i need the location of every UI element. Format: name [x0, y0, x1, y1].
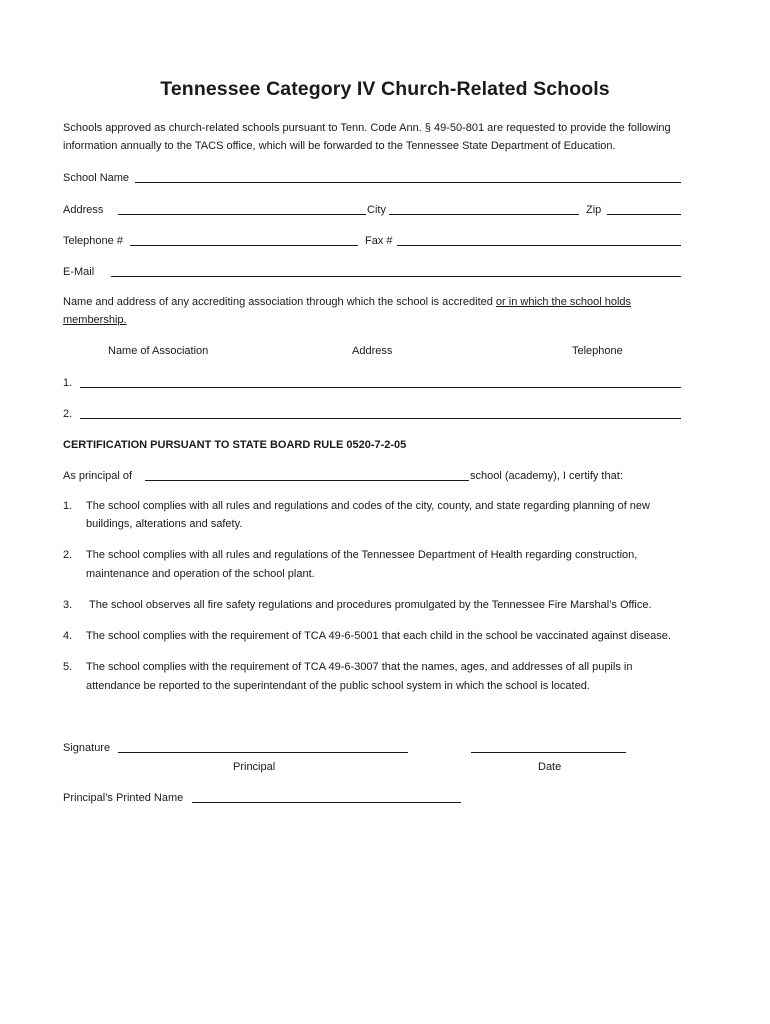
city-field[interactable]: [389, 214, 579, 215]
email-label: E-Mail: [63, 266, 95, 278]
printed-name-label: Principal’s Printed Name: [63, 792, 184, 804]
cert-item-4-num: 4.: [63, 630, 73, 642]
address-label: Address: [63, 204, 104, 216]
accreditation-prefix: Name and address of any accrediting association through which the school is accredited: [63, 296, 496, 308]
school-name-label: School Name: [63, 172, 130, 184]
cert-item-2-num: 2.: [63, 549, 73, 561]
cert-item-1-line-1: The school complies with all rules and regulations and codes of the city, county, and state regarding planning of new: [86, 500, 650, 512]
association-row-1-field[interactable]: [80, 387, 681, 388]
cert-item-5-num: 5.: [63, 661, 73, 673]
page-title: Tennessee Category IV Church-Related Schools: [160, 78, 610, 100]
date-field[interactable]: [471, 752, 626, 753]
association-row-1-num: 1.: [63, 377, 73, 389]
telephone-label: Telephone #: [63, 235, 123, 247]
cert-item-2-line-2: maintenance and operation of the school plant.: [86, 568, 315, 580]
signature-field[interactable]: [118, 752, 408, 753]
accreditation-underlined-2: membership.: [63, 314, 127, 326]
association-row-2-num: 2.: [63, 408, 73, 420]
fax-label: Fax #: [365, 235, 393, 247]
zip-field[interactable]: [607, 214, 681, 215]
cert-item-1-num: 1.: [63, 500, 73, 512]
signature-label: Signature: [63, 742, 111, 754]
principal-of-label: As principal of: [63, 470, 133, 482]
cert-item-1-line-2: buildings, alterations and safety.: [86, 518, 243, 530]
col-header-address: Address: [352, 345, 393, 357]
certification-heading: CERTIFICATION PURSUANT TO STATE BOARD RULE 0520-7-2-05: [63, 439, 407, 451]
printed-name-field[interactable]: [192, 802, 461, 803]
cert-item-3-line-1: The school observes all fire safety regulations and procedures promulgated by the Tennessee Fire Marshal’s Office.: [89, 599, 652, 611]
cert-item-2-line-1: The school complies with all rules and regulations of the Tennessee Department of Health regarding construction,: [86, 549, 638, 561]
city-label: City: [367, 204, 386, 216]
accreditation-underlined-1: or in which the school holds: [495, 296, 632, 308]
cert-item-5-line-1: The school complies with the requirement of TCA 49-6-3007 that the names, ages, and addresses of all pupils in: [86, 661, 633, 673]
accreditation-text: [63, 293, 631, 311]
cert-item-5-line-2: attendance be reported to the superintendant of the public school system in which the school is located.: [86, 680, 590, 692]
email-field[interactable]: [111, 276, 681, 277]
address-field[interactable]: [118, 214, 366, 215]
telephone-field[interactable]: [130, 245, 358, 246]
date-caption: Date: [538, 761, 562, 773]
cert-item-4-line-1: The school complies with the requirement of TCA 49-6-5001 that each child in the school be vaccinated against disease.: [86, 630, 671, 642]
intro-line-1: Schools approved as church-related schools pursuant to Tenn. Code Ann. § 49-50-801 are requested to provide the following: [63, 122, 671, 134]
col-header-association: Name of Association: [108, 345, 209, 357]
association-row-2-field[interactable]: [80, 418, 681, 419]
zip-label: Zip: [586, 204, 602, 216]
fax-field[interactable]: [397, 245, 681, 246]
school-academy-field[interactable]: [145, 480, 469, 481]
principal-of-suffix: school (academy), I certify that:: [470, 470, 623, 482]
principal-caption: Principal: [233, 761, 276, 773]
intro-line-2: information annually to the TACS office, which will be forwarded to the Tennessee State Department of Education.: [63, 140, 616, 152]
col-header-telephone: Telephone: [572, 345, 623, 357]
school-name-field[interactable]: [135, 182, 681, 183]
cert-item-3-num: 3.: [63, 599, 73, 611]
